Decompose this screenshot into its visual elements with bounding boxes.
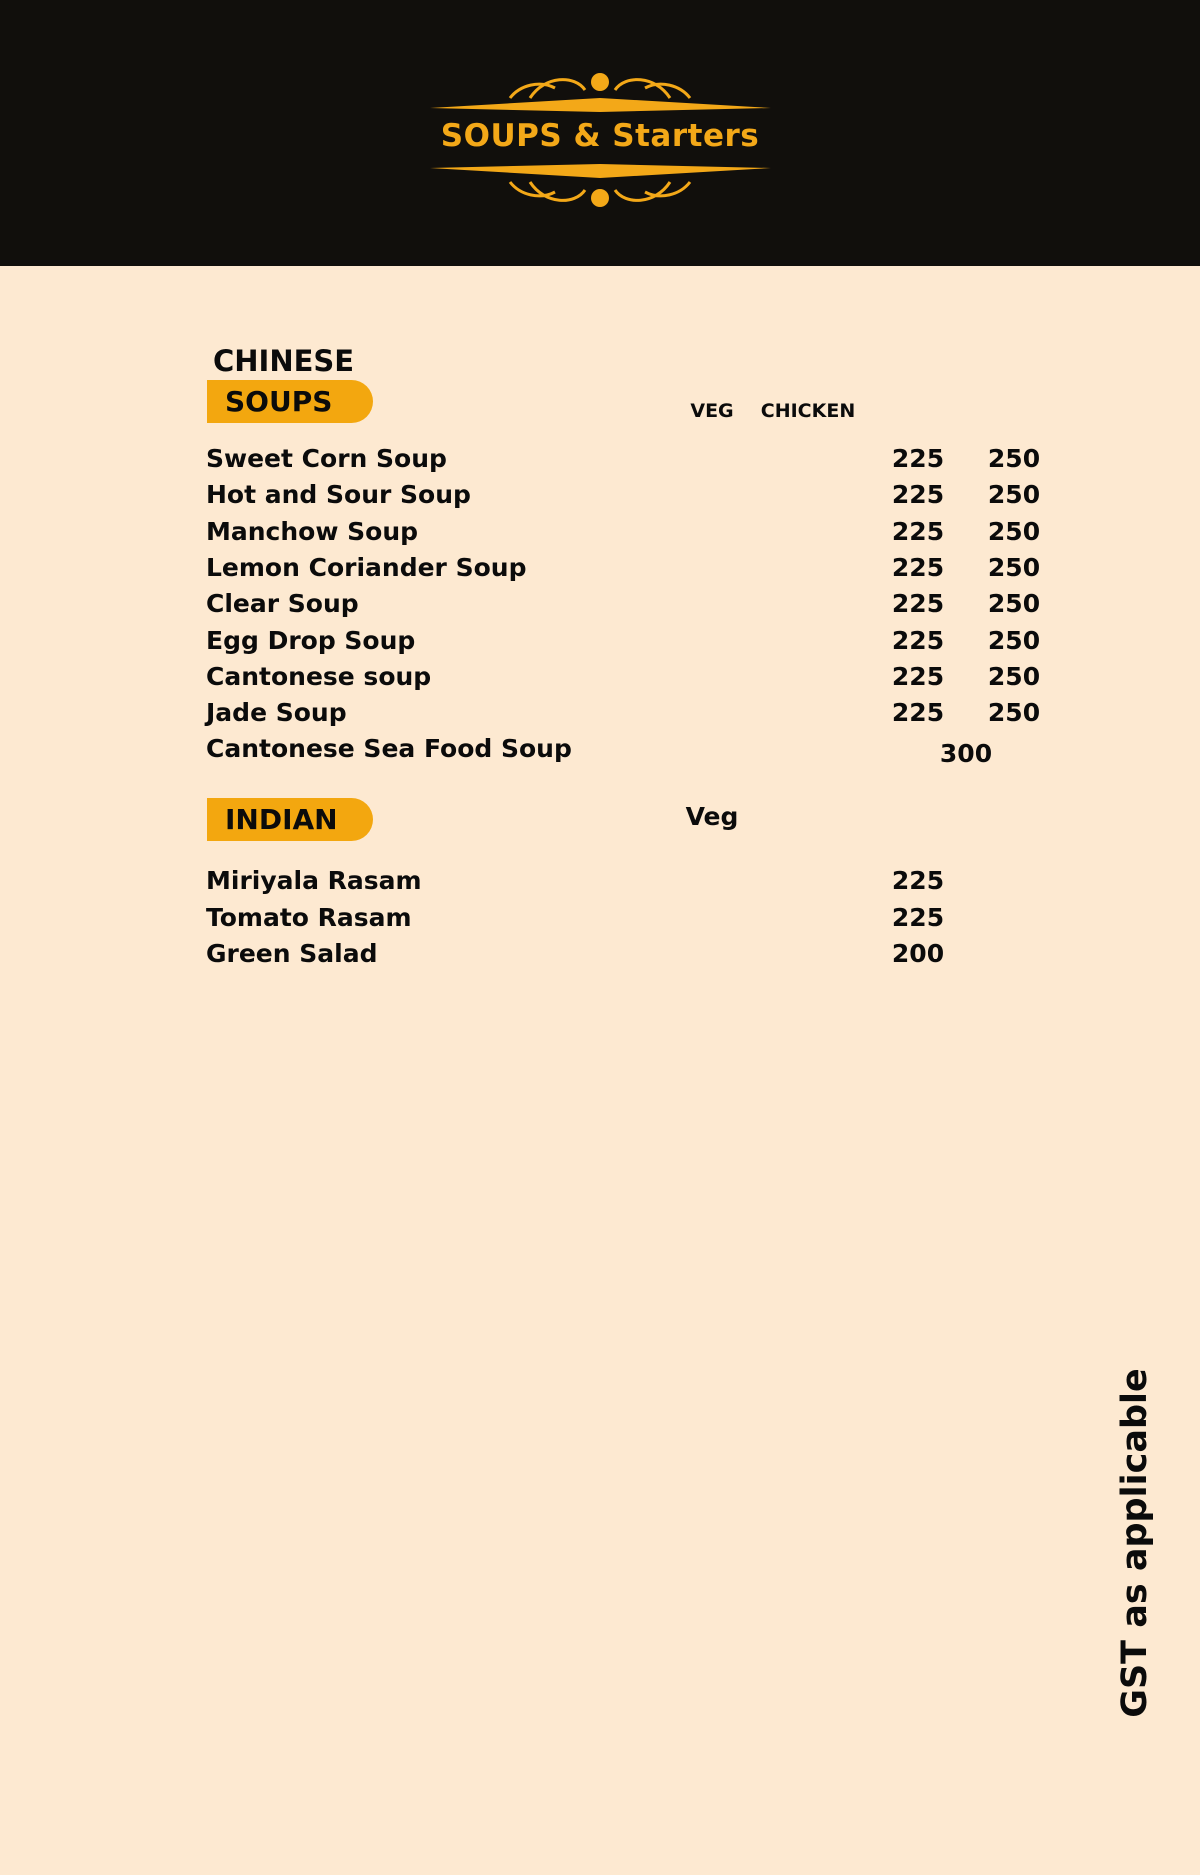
veg-price: 225 — [891, 589, 945, 619]
chicken-column-header: CHICKEN — [760, 400, 856, 422]
chicken-price: 250 — [987, 661, 1041, 691]
veg-price: 225 — [891, 480, 945, 510]
item-name: Clear Soup — [206, 589, 359, 619]
item-name: Jade Soup — [206, 698, 347, 728]
veg-price: 225 — [891, 866, 945, 895]
chicken-price: 250 — [987, 516, 1041, 546]
menu-item — [206, 444, 1041, 474]
veg-price: 200 — [891, 939, 945, 968]
menu-item — [206, 625, 1041, 656]
menu-item — [206, 552, 1041, 583]
item-name: Manchow Soup — [206, 516, 419, 546]
veg-column-header: Veg — [685, 802, 739, 831]
chicken-price: 250 — [987, 444, 1041, 473]
veg-column-header: VEG — [690, 400, 734, 422]
item-name: Cantonese soup — [206, 661, 432, 691]
gst-note: GST as applicable — [1115, 1368, 1155, 1718]
veg-price: 225 — [891, 444, 945, 473]
item-name: Green Salad — [206, 939, 378, 968]
indian-section-label: INDIAN — [207, 798, 373, 841]
chicken-price: 250 — [987, 552, 1041, 582]
item-name: Miriyala Rasam — [206, 866, 422, 895]
item-name: Hot and Sour Soup — [206, 480, 471, 510]
chicken-price: 250 — [987, 625, 1041, 655]
menu-item — [206, 516, 1041, 547]
menu-item — [206, 480, 1041, 510]
item-name: Egg Drop Soup — [206, 625, 416, 655]
menu-item — [206, 939, 945, 969]
menu-item — [206, 734, 993, 768]
menu-item — [206, 902, 945, 933]
chicken-price: 250 — [987, 589, 1041, 619]
veg-price: 225 — [891, 661, 945, 691]
veg-price: 225 — [891, 902, 945, 932]
item-name: Sweet Corn Soup — [206, 444, 447, 473]
veg-price: 225 — [891, 625, 945, 655]
item-name: Cantonese Sea Food Soup — [206, 734, 572, 763]
veg-price: 225 — [891, 516, 945, 546]
veg-price: 225 — [891, 552, 945, 582]
chicken-price: 250 — [987, 480, 1041, 510]
item-name: Lemon Coriander Soup — [206, 552, 527, 582]
chicken-price: 250 — [987, 698, 1041, 728]
menu-header — [0, 0, 1200, 266]
soups-section-label: SOUPS — [207, 380, 373, 423]
menu-item — [206, 698, 1041, 728]
page-title: SOUPS & Starters — [440, 118, 760, 154]
menu-item — [206, 661, 1041, 692]
veg-price: 225 — [891, 698, 945, 728]
item-name: Tomato Rasam — [206, 902, 412, 932]
menu-item — [206, 866, 945, 896]
menu-item — [206, 589, 1041, 619]
item-price: 300 — [939, 739, 993, 768]
chinese-heading: CHINESE — [213, 344, 355, 378]
